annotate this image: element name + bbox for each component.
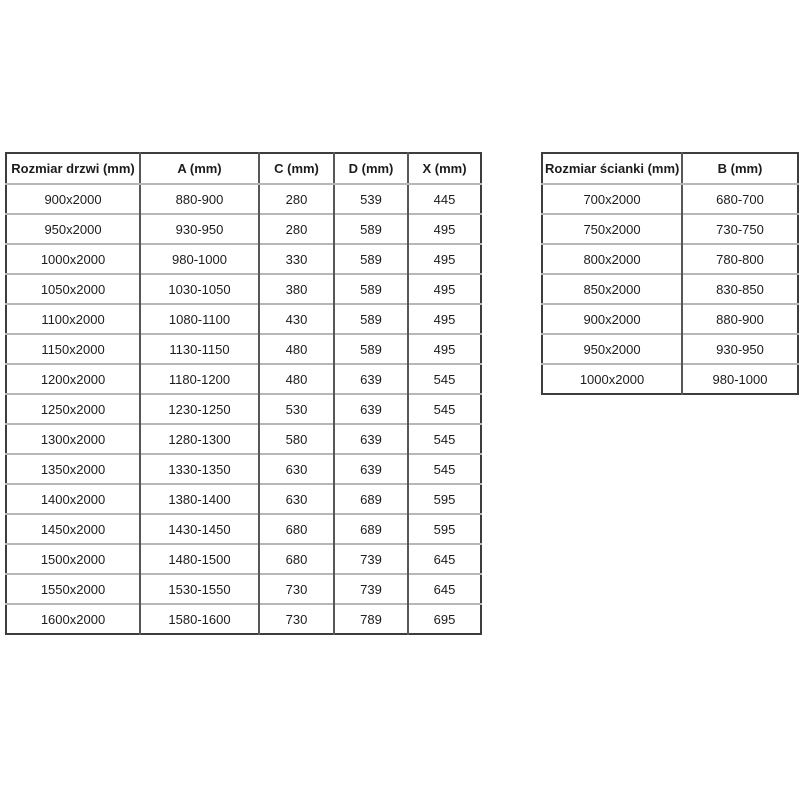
table-row <box>6 394 481 424</box>
table-row <box>542 304 798 334</box>
table-cell: 1130-1150 <box>140 334 259 364</box>
table-cell: 589 <box>334 304 408 334</box>
table-row <box>6 604 481 634</box>
table-cell: 495 <box>408 304 481 334</box>
table-row <box>6 484 481 514</box>
table-cell: 589 <box>334 214 408 244</box>
table-cell: 1000x2000 <box>542 364 682 394</box>
table-row <box>542 274 798 304</box>
table-cell: 1000x2000 <box>6 244 140 274</box>
table-cell: 1500x2000 <box>6 544 140 574</box>
column-header: X (mm) <box>408 153 481 184</box>
table-cell: 930-950 <box>682 334 798 364</box>
table-cell: 1330-1350 <box>140 454 259 484</box>
table-row <box>6 274 481 304</box>
table-cell: 730-750 <box>682 214 798 244</box>
column-header: A (mm) <box>140 153 259 184</box>
table-cell: 545 <box>408 424 481 454</box>
table-cell: 1400x2000 <box>6 484 140 514</box>
table-cell: 645 <box>408 544 481 574</box>
table-cell: 1080-1100 <box>140 304 259 334</box>
table-cell: 545 <box>408 394 481 424</box>
table-row <box>6 244 481 274</box>
table-cell: 930-950 <box>140 214 259 244</box>
table-cell: 430 <box>259 304 334 334</box>
table-cell: 1450x2000 <box>6 514 140 544</box>
table-cell: 280 <box>259 184 334 214</box>
table-cell: 739 <box>334 544 408 574</box>
table-cell: 1580-1600 <box>140 604 259 634</box>
table-row <box>6 364 481 394</box>
table-row <box>6 424 481 454</box>
column-header: Rozmiar drzwi (mm) <box>6 153 140 184</box>
table-cell: 780-800 <box>682 244 798 274</box>
wall-table-header-row <box>542 153 798 184</box>
table-row <box>6 304 481 334</box>
column-header: B (mm) <box>682 153 798 184</box>
table-cell: 880-900 <box>140 184 259 214</box>
table-cell: 800x2000 <box>542 244 682 274</box>
table-cell: 680 <box>259 544 334 574</box>
table-cell: 950x2000 <box>542 334 682 364</box>
table-cell: 630 <box>259 454 334 484</box>
door-table-header-row <box>6 153 481 184</box>
table-cell: 980-1000 <box>682 364 798 394</box>
door-size-table <box>5 152 482 635</box>
table-cell: 830-850 <box>682 274 798 304</box>
table-cell: 495 <box>408 214 481 244</box>
table-cell: 680-700 <box>682 184 798 214</box>
table-row <box>6 214 481 244</box>
table-cell: 1250x2000 <box>6 394 140 424</box>
table-cell: 495 <box>408 244 481 274</box>
table-cell: 730 <box>259 574 334 604</box>
table-cell: 545 <box>408 364 481 394</box>
table-cell: 589 <box>334 274 408 304</box>
column-header: D (mm) <box>334 153 408 184</box>
table-row <box>6 184 481 214</box>
table-cell: 1600x2000 <box>6 604 140 634</box>
table-cell: 1550x2000 <box>6 574 140 604</box>
wall-size-table <box>541 152 799 395</box>
table-cell: 1280-1300 <box>140 424 259 454</box>
table-row <box>542 184 798 214</box>
table-cell: 639 <box>334 364 408 394</box>
table-row <box>6 574 481 604</box>
table-cell: 595 <box>408 514 481 544</box>
table-cell: 1380-1400 <box>140 484 259 514</box>
table-cell: 900x2000 <box>44 191 102 207</box>
table-row <box>542 334 798 364</box>
table-cell: 1180-1200 <box>140 364 259 394</box>
table-cell: 280 <box>259 214 334 244</box>
table-cell: 730 <box>259 604 334 634</box>
table-cell: 700x2000 <box>583 191 641 207</box>
table-cell: 1300x2000 <box>6 424 140 454</box>
table-cell: 900x2000 <box>542 304 682 334</box>
table-row <box>6 544 481 574</box>
table-cell: 1430-1450 <box>140 514 259 544</box>
table-row <box>6 454 481 484</box>
table-cell: 589 <box>334 244 408 274</box>
table-cell: 380 <box>259 274 334 304</box>
table-cell: 589 <box>334 334 408 364</box>
table-cell: 630 <box>259 484 334 514</box>
table-cell: 739 <box>334 574 408 604</box>
table-cell: 1350x2000 <box>6 454 140 484</box>
table-cell: 789 <box>334 604 408 634</box>
table-cell: 639 <box>334 394 408 424</box>
table-cell: 545 <box>408 454 481 484</box>
table-cell: 1480-1500 <box>140 544 259 574</box>
table-cell: 539 <box>334 184 408 214</box>
table-cell: 445 <box>408 184 481 214</box>
table-cell: 480 <box>259 364 334 394</box>
table-row <box>6 334 481 364</box>
table-cell: 639 <box>334 454 408 484</box>
table-cell: 639 <box>334 424 408 454</box>
table-cell: 689 <box>334 514 408 544</box>
table-cell: 1200x2000 <box>6 364 140 394</box>
table-cell: 495 <box>408 334 481 364</box>
table-cell: 880-900 <box>682 304 798 334</box>
column-header: Rozmiar ścianki (mm) <box>542 153 682 184</box>
table-cell: 530 <box>259 394 334 424</box>
table-row <box>542 244 798 274</box>
table-cell: 330 <box>259 244 334 274</box>
column-header: C (mm) <box>259 153 334 184</box>
table-cell: 695 <box>408 604 481 634</box>
table-cell: 1530-1550 <box>140 574 259 604</box>
table-row <box>542 364 798 394</box>
table-cell: 1150x2000 <box>6 334 140 364</box>
table-cell: 850x2000 <box>542 274 682 304</box>
table-cell: 689 <box>334 484 408 514</box>
table-row <box>6 514 481 544</box>
table-cell: 750x2000 <box>542 214 682 244</box>
table-cell: 980-1000 <box>140 244 259 274</box>
table-cell: 1030-1050 <box>140 274 259 304</box>
table-cell: 480 <box>259 334 334 364</box>
table-cell: 1100x2000 <box>6 304 140 334</box>
table-cell: 680 <box>259 514 334 544</box>
table-cell: 1050x2000 <box>6 274 140 304</box>
table-cell: 580 <box>259 424 334 454</box>
table-cell: 1230-1250 <box>140 394 259 424</box>
table-cell: 595 <box>408 484 481 514</box>
table-cell: 495 <box>408 274 481 304</box>
table-cell: 645 <box>408 574 481 604</box>
table-row <box>542 214 798 244</box>
table-cell: 950x2000 <box>6 214 140 244</box>
